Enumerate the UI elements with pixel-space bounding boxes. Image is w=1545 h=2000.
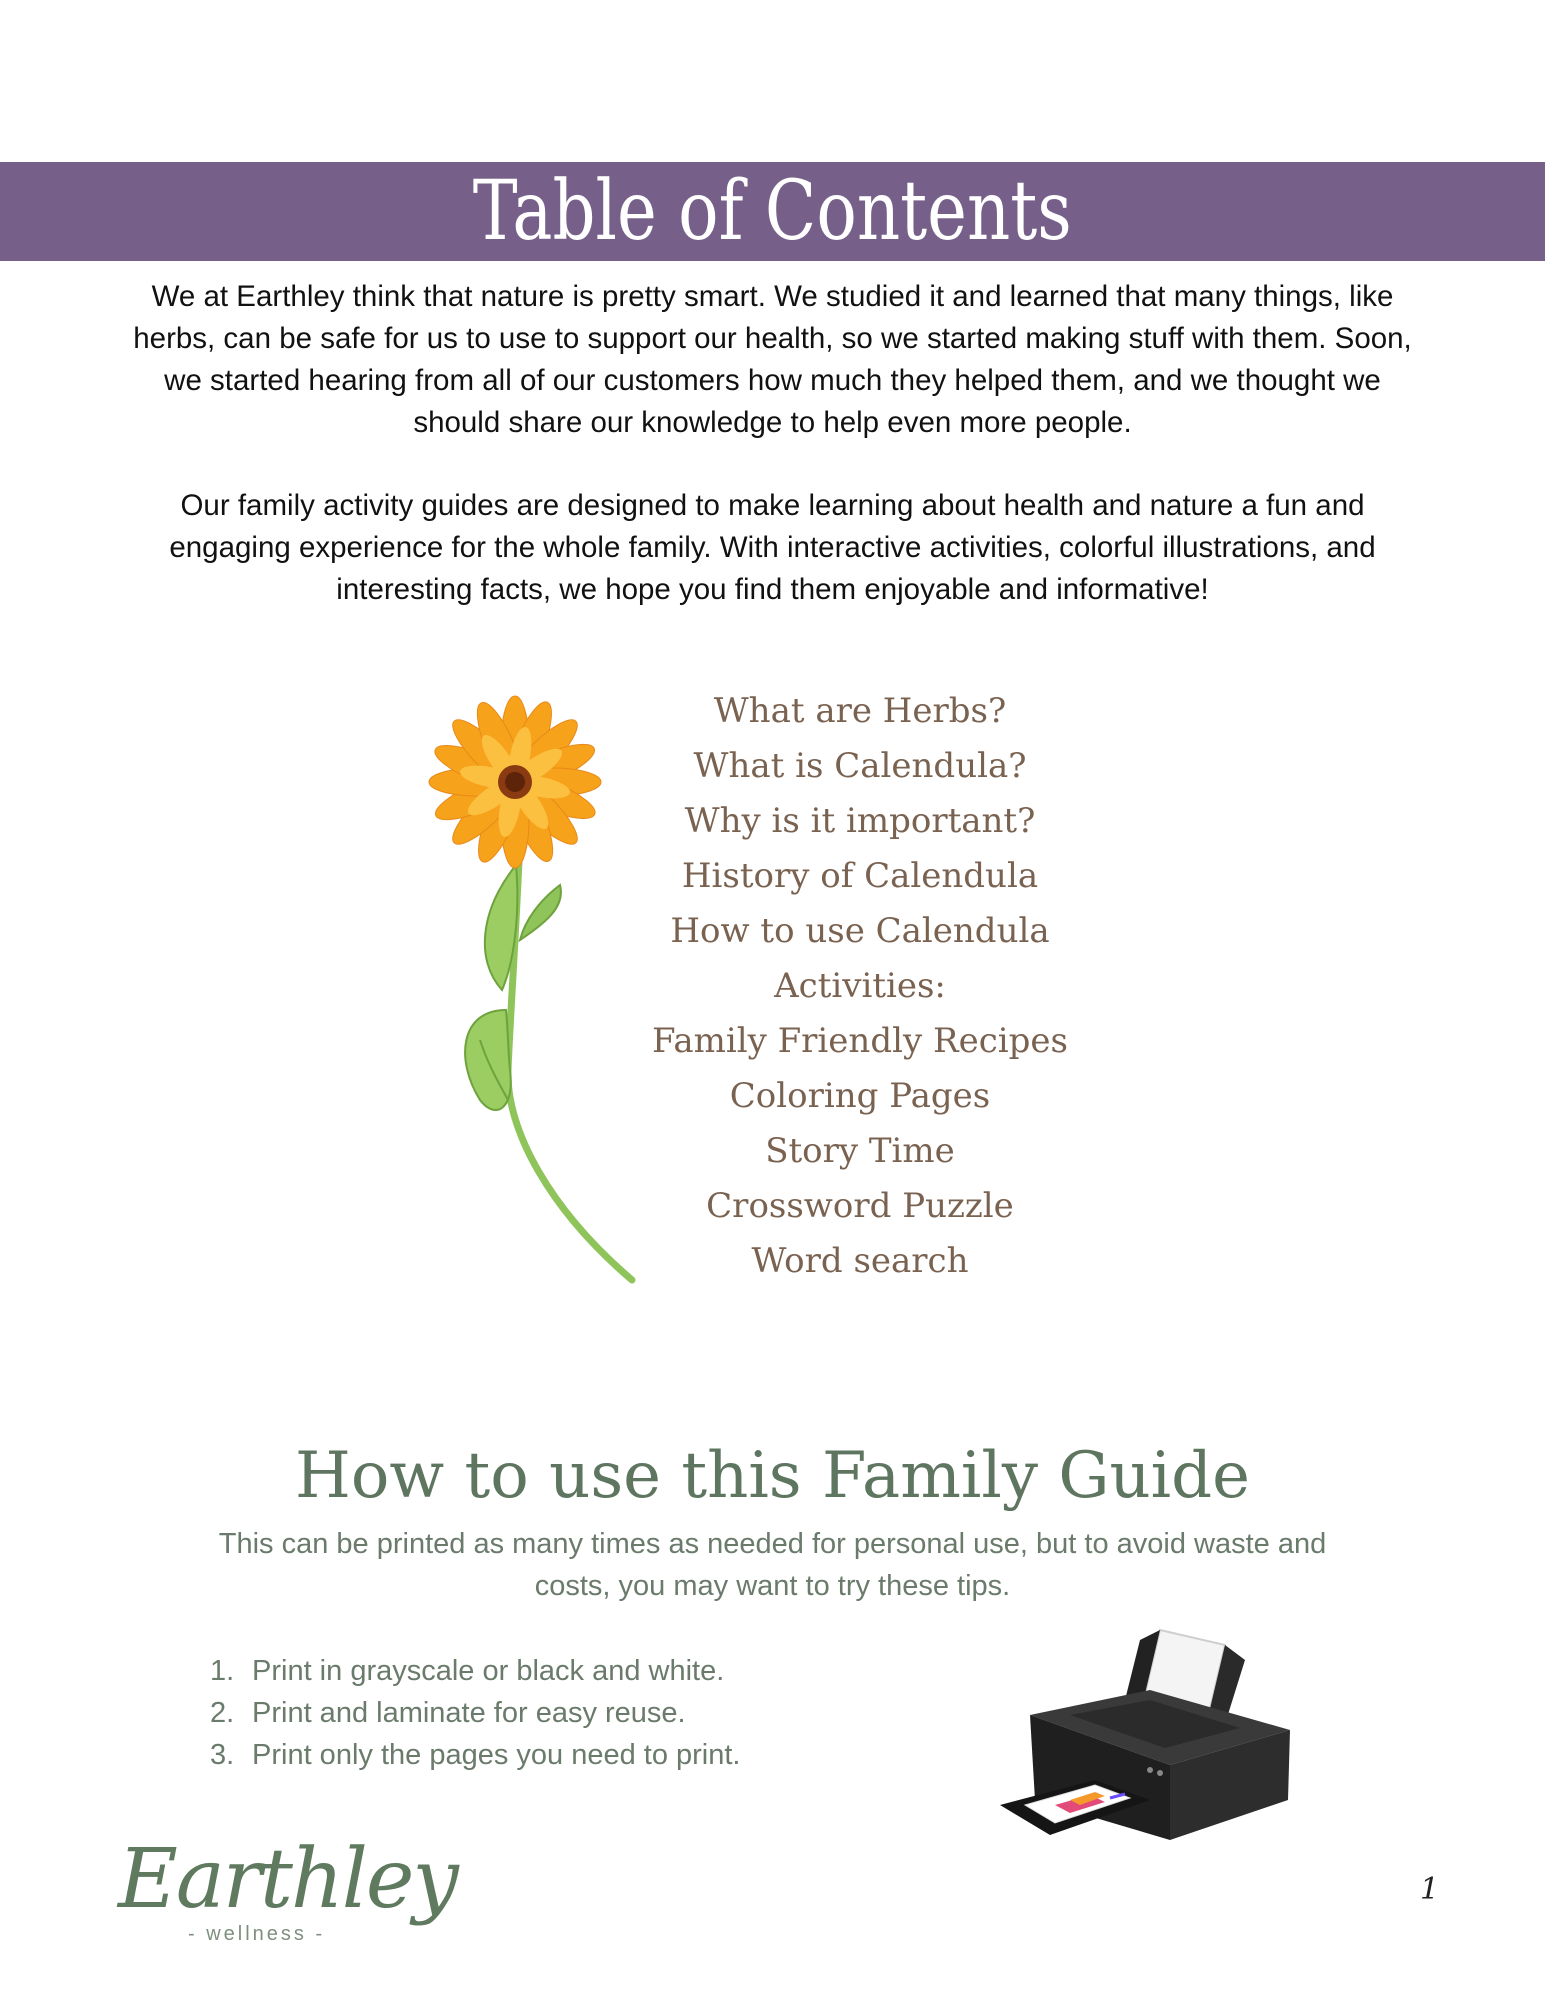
toc-item[interactable]: What is Calendula? [693, 746, 1027, 786]
toc-item[interactable]: Word search [751, 1241, 969, 1281]
earthley-logo [118, 1832, 457, 1955]
intro-paragraph-1 [130, 276, 1415, 444]
tip-text: Print and laminate for easy reuse. [252, 1697, 686, 1729]
toc-item[interactable]: How to use Calendula [670, 911, 1050, 951]
list-item [210, 1692, 740, 1734]
list-item [210, 1650, 740, 1692]
tip-text: Print in grayscale or black and white. [252, 1655, 725, 1687]
toc-item[interactable]: Crossword Puzzle [706, 1186, 1014, 1226]
intro-paragraph-2 [130, 485, 1415, 611]
tips-list [210, 1650, 740, 1776]
tip-number: 2. [210, 1697, 235, 1729]
page-title: Table of Contents [472, 163, 1073, 259]
intro-text-2: Our family activity guides are designed to make learning about health and nature a fun and engaging experience for the whole family. With interactive activities, colorful illustrations, and interesting facts, we hope you find them enjoyable and informative! [169, 489, 1376, 606]
toc-item[interactable]: Why is it important? [684, 801, 1036, 841]
tip-number: 1. [210, 1655, 235, 1687]
intro-text-1: We at Earthley think that nature is pretty smart. We studied it and learned that many things, like herbs, can be safe for us to use to support our health, so we started making stuff with them. Soon, we started hearing from all of our customers how much they helped them, and we thought we should share our knowledge to help even more people. [133, 280, 1412, 439]
page-number: 1 [1420, 1872, 1440, 1907]
howto-description: This can be printed as many times as needed for personal use, but to avoid waste and costs, you may want to try these tips. [218, 1528, 1327, 1602]
tip-text: Print only the pages you need to print. [252, 1739, 741, 1771]
list-item [210, 1734, 740, 1776]
tip-number: 3. [210, 1739, 235, 1771]
toc-item[interactable]: Coloring Pages [729, 1076, 991, 1116]
logo-subtitle: - wellness - [188, 1923, 326, 1945]
logo-wordmark: Earthley [118, 1832, 457, 1927]
toc-item[interactable]: Story Time [765, 1131, 955, 1171]
toc-item[interactable]: History of Calendula [681, 856, 1039, 896]
title-banner [0, 162, 1545, 261]
printer-icon [1000, 1620, 1300, 1850]
calendula-flower-icon [420, 690, 650, 1290]
table-of-contents [640, 686, 1080, 1291]
toc-item[interactable]: Family Friendly Recipes [652, 1021, 1068, 1061]
toc-item[interactable]: What are Herbs? [713, 691, 1007, 731]
howto-heading: How to use this Family Guide [295, 1439, 1250, 1513]
toc-item[interactable]: Activities: [774, 966, 946, 1006]
